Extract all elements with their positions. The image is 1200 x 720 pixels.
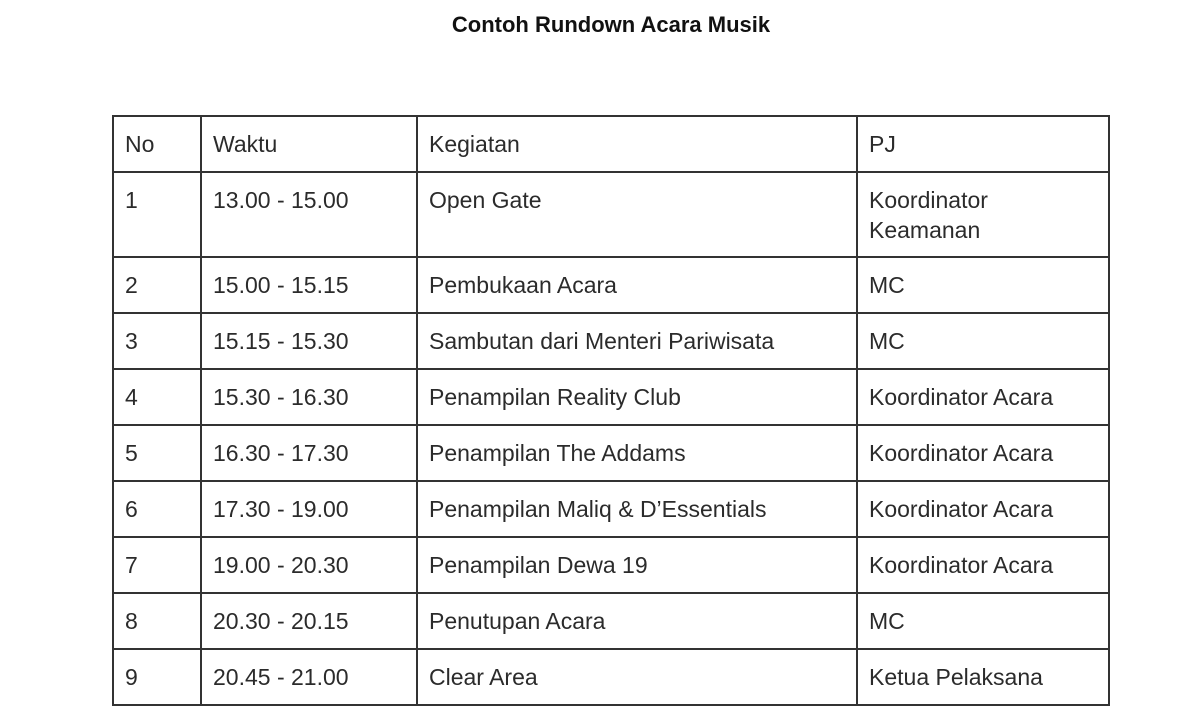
table-row: [113, 649, 1109, 705]
cell-pj: Koordinator Keamanan: [857, 172, 1109, 257]
cell-kegiatan: Clear Area: [417, 649, 857, 705]
cell-waktu: 13.00 - 15.00: [201, 172, 417, 257]
cell-waktu: 15.15 - 15.30: [201, 313, 417, 369]
cell-pj: MC: [857, 593, 1109, 649]
table-row: [113, 425, 1109, 481]
header-no: No: [113, 116, 201, 172]
cell-waktu: 20.45 - 21.00: [201, 649, 417, 705]
cell-pj: Koordinator Acara: [857, 537, 1109, 593]
header-waktu: Waktu: [201, 116, 417, 172]
cell-no: 3: [113, 313, 201, 369]
cell-no: 6: [113, 481, 201, 537]
cell-kegiatan: Penampilan Reality Club: [417, 369, 857, 425]
cell-kegiatan: Open Gate: [417, 172, 857, 257]
table-row: [113, 593, 1109, 649]
cell-waktu: 19.00 - 20.30: [201, 537, 417, 593]
cell-no: 4: [113, 369, 201, 425]
cell-pj: Koordinator Acara: [857, 481, 1109, 537]
cell-no: 2: [113, 257, 201, 313]
cell-pj: MC: [857, 313, 1109, 369]
cell-kegiatan: Pembukaan Acara: [417, 257, 857, 313]
cell-pj: MC: [857, 257, 1109, 313]
table-row: [113, 313, 1109, 369]
cell-pj: Koordinator Acara: [857, 369, 1109, 425]
cell-kegiatan: Penutupan Acara: [417, 593, 857, 649]
cell-kegiatan: Penampilan Maliq & D’Essentials: [417, 481, 857, 537]
table-row: [113, 172, 1109, 257]
cell-no: 9: [113, 649, 201, 705]
cell-pj: Ketua Pelaksana: [857, 649, 1109, 705]
table-header-row: [113, 116, 1109, 172]
cell-no: 5: [113, 425, 201, 481]
table-row: [113, 481, 1109, 537]
table-row: [113, 369, 1109, 425]
cell-no: 8: [113, 593, 201, 649]
cell-waktu: 16.30 - 17.30: [201, 425, 417, 481]
table-row: [113, 257, 1109, 313]
header-kegiatan: Kegiatan: [417, 116, 857, 172]
cell-kegiatan: Penampilan Dewa 19: [417, 537, 857, 593]
cell-no: 7: [113, 537, 201, 593]
page-title: Contoh Rundown Acara Musik: [451, 12, 771, 37]
cell-pj: Koordinator Acara: [857, 425, 1109, 481]
cell-waktu: 15.00 - 15.15: [201, 257, 417, 313]
cell-no: 1: [113, 172, 201, 257]
cell-kegiatan: Sambutan dari Menteri Pariwisata: [417, 313, 857, 369]
rundown-table: [112, 115, 1110, 706]
header-pj: PJ: [857, 116, 1109, 172]
cell-waktu: 15.30 - 16.30: [201, 369, 417, 425]
cell-waktu: 20.30 - 20.15: [201, 593, 417, 649]
cell-waktu: 17.30 - 19.00: [201, 481, 417, 537]
table-row: [113, 537, 1109, 593]
cell-kegiatan: Penampilan The Addams: [417, 425, 857, 481]
